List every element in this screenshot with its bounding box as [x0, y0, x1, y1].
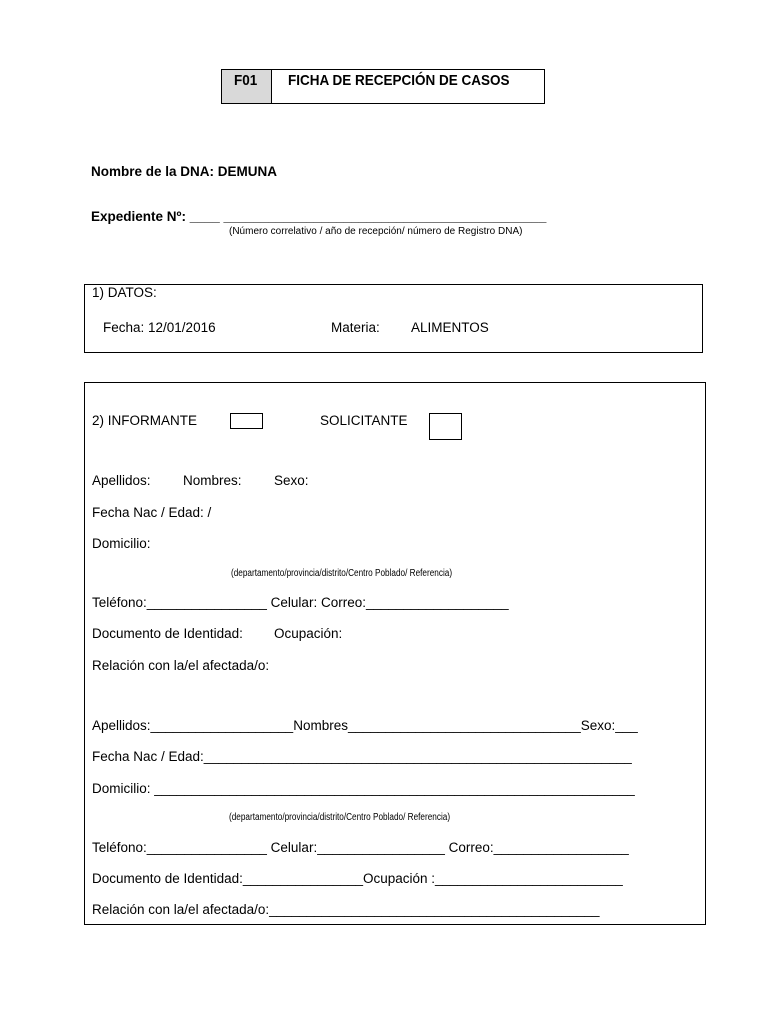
- datos-title: 1) DATOS:: [92, 285, 157, 300]
- solicitante-label: SOLICITANTE: [320, 413, 408, 428]
- form-title: FICHA DE RECEPCIÓN DE CASOS: [288, 72, 510, 89]
- sexo-label: Sexo:: [274, 473, 309, 488]
- relacion-label: Relación con la/el afectada/o:: [92, 658, 270, 673]
- documento-label: Documento de Identidad:: [92, 626, 243, 641]
- informante-section: [84, 382, 706, 925]
- form-code: F01: [234, 72, 258, 89]
- expediente-field: Expediente Nº: ____ ___________________________________________: [91, 209, 547, 224]
- form-header: [221, 69, 545, 104]
- apellidos-label: Apellidos:: [92, 473, 151, 488]
- domicilio-label: Domicilio:: [92, 536, 151, 551]
- solicitante-checkbox[interactable]: [429, 413, 462, 440]
- documento-line: Documento de Identidad:________________Ocupación :_________________________: [92, 871, 623, 886]
- domicilio-note: (departamento/provincia/distrito/Centro Poblado/ Referencia): [231, 568, 453, 579]
- materia-label: Materia:: [331, 320, 380, 335]
- domicilio-line: Domicilio: ________________________________________________________________: [92, 781, 635, 796]
- fecha-nac-field: Fecha Nac / Edad: /: [92, 505, 212, 520]
- nombres-label: Nombres:: [183, 473, 242, 488]
- ocupacion-label: Ocupación:: [274, 626, 343, 641]
- datos-section: [84, 284, 703, 353]
- expediente-note: (Número correlativo / año de recepción/ número de Registro DNA): [229, 226, 523, 237]
- apellidos-line: Apellidos:___________________Nombres_______________________________Sexo:___: [92, 718, 638, 733]
- domicilio-note-2: (departamento/provincia/distrito/Centro Poblado/ Referencia): [229, 812, 451, 823]
- telefono-line: Teléfono:________________ Celular: Correo:___________________: [92, 595, 509, 610]
- form-code-cell: [222, 70, 272, 103]
- dna-name: Nombre de la DNA: DEMUNA: [91, 164, 278, 179]
- fecha-field: Fecha: 12/01/2016: [103, 320, 216, 335]
- informante-title: 2) INFORMANTE: [92, 413, 198, 428]
- materia-value: ALIMENTOS: [411, 320, 489, 335]
- informante-checkbox[interactable]: [230, 413, 263, 429]
- telefono-line-2: Teléfono:________________ Celular:_________________ Correo:__________________: [92, 840, 629, 855]
- relacion-line: Relación con la/el afectada/o:____________________________________________: [92, 902, 600, 917]
- fecha-nac-line: Fecha Nac / Edad:_________________________________________________________: [92, 749, 632, 764]
